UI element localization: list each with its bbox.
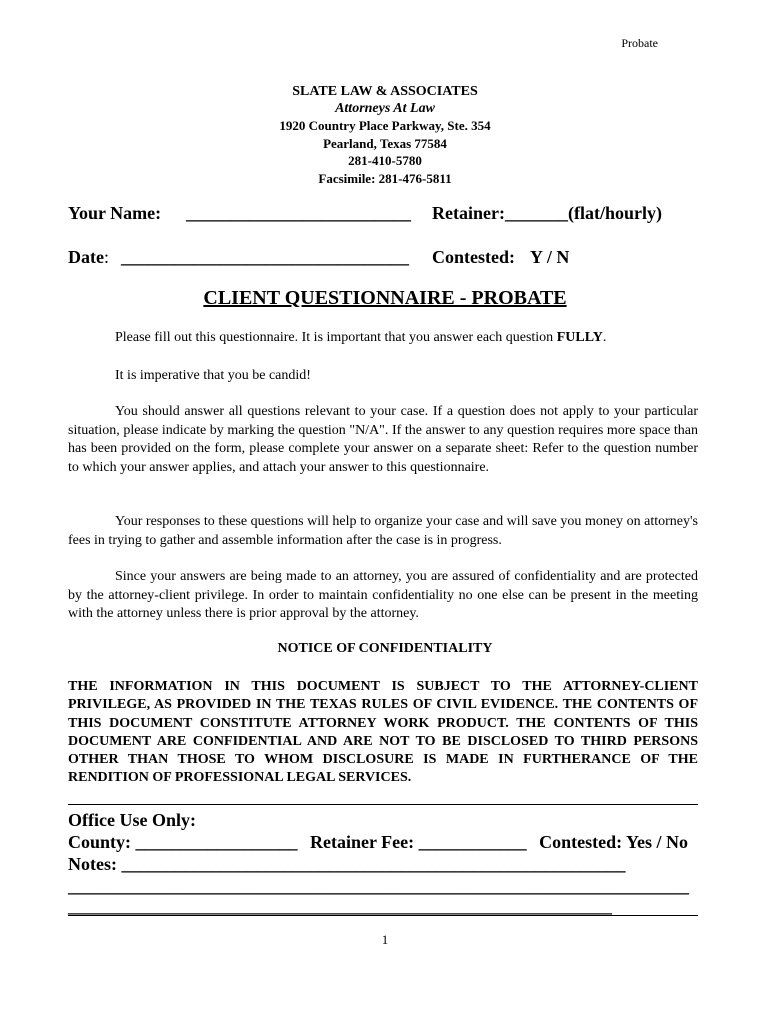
notes-field[interactable]: Notes: ________________________________________________________ [68, 854, 626, 874]
firm-phone: 281-410-5780 [348, 153, 422, 168]
firm-address-line1: 1920 Country Place Parkway, Ste. 354 [279, 118, 491, 133]
instruction-paragraph-1: Please fill out this questionnaire. It is important that you answer each question FULLY. [115, 330, 607, 345]
county-field[interactable]: County: __________________ [68, 832, 298, 852]
notes-line-2[interactable]: ________________________________________________________________ [68, 897, 612, 916]
retainer-fee-field[interactable]: Retainer Fee: ____________ [310, 832, 527, 852]
running-header: Probate [621, 36, 658, 50]
notes-line-1[interactable]: _____________________________________________________________________ [68, 876, 689, 896]
office-use-heading: Office Use Only: [68, 810, 196, 830]
instruction-paragraph-4: Your responses to these questions will help to organize your case and will save you money on attorney's fees in trying to gather and assemble information after the case is in progress. [68, 514, 698, 548]
office-contested-field[interactable]: Contested: Yes / No [539, 832, 688, 852]
page-number: 1 [381, 932, 389, 947]
your-name-label: Your Name: [68, 203, 162, 223]
contested-label: Contested: [432, 247, 515, 267]
firm-subtitle: Attorneys At Law [335, 101, 435, 116]
firm-fax: Facsimile: 281-476-5811 [318, 170, 452, 186]
your-name-blank[interactable]: _________________________ [186, 203, 411, 223]
instruction-paragraph-2: It is imperative that you be candid! [115, 368, 311, 383]
firm-name: SLATE LAW & ASSOCIATES [292, 84, 478, 99]
notice-heading: NOTICE OF CONFIDENTIALITY [277, 641, 493, 656]
office-county-row [68, 831, 708, 853]
notice-body: THE INFORMATION IN THIS DOCUMENT IS SUBJECT TO THE ATTORNEY-CLIENT PRIVILEGE, AS PROVIDED IN THE TEXAS RULES OF CIVIL EVIDENCE. THE CONTENTS OF THIS DOCUMENT CONSTITUTE ATTORNEY WORK PRODUCT. THE CONTENTS OF THIS DOCUMENT ARE CONFIDENTIAL AND ARE NOT TO BE DISCLOSED TO THIRD PERSONS OTHER THAN THOSE TO WHOM DISCLOSURE IS MADE IN FURTHERANCE OF THE RENDITION OF PROFESSIONAL LEGAL SERVICES. [68, 679, 698, 786]
instruction-paragraph-3: You should answer all questions relevant to your case. If a question does not apply to your particular situation, please indicate by marking the question "N/A". If the answer to any question requires more space than has been provided on the form, please complete your answer on a separate sheet: Refer to the question number to which your answer applies, and attach your answer to this questionnaire. [68, 404, 698, 475]
date-label: Date: [68, 247, 109, 267]
contested-options[interactable]: Y / N [530, 247, 570, 267]
office-top-rule [68, 804, 698, 805]
firm-address-line2: Pearland, Texas 77584 [323, 135, 447, 151]
date-blank[interactable]: ________________________________ [121, 247, 409, 267]
retainer-label[interactable]: Retainer:_______(flat/hourly) [432, 203, 662, 223]
letterhead [0, 83, 770, 187]
document-title: CLIENT QUESTIONNAIRE - PROBATE [203, 287, 567, 309]
instruction-paragraph-5: Since your answers are being made to an attorney, you are assured of confidentiality and are protected by the attorney-client privilege. In order to maintain confidentiality no one else can be present in the meeting with the attorney unless there is prior approval by the attorney. [68, 569, 698, 621]
office-use-section [68, 809, 708, 897]
office-bottom-rule [68, 915, 698, 916]
